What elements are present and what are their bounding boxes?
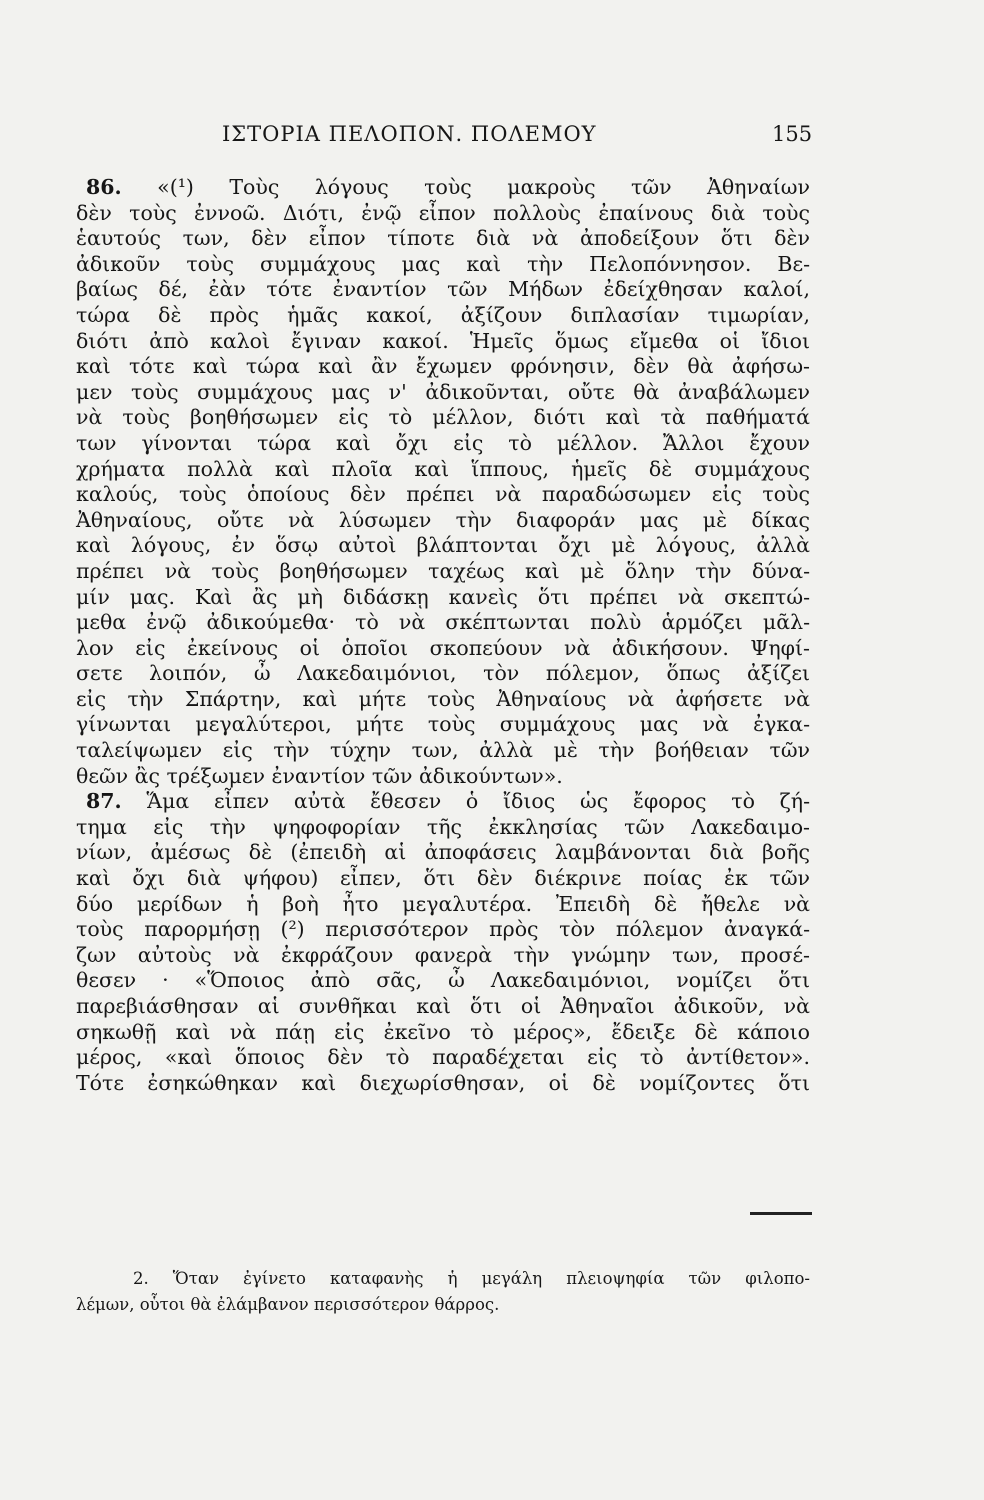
text-line: νὰ τοὺς βοηθήσωμεν εἰς τὸ μέλλον, διότι καὶ τὰ παθήματά	[76, 405, 810, 430]
text-line: νίων, ἀμέσως δὲ (ἐπειδὴ αἱ ἀποφάσεις λαμβάνονται διὰ βοῆς	[76, 840, 810, 865]
page-number: 155	[772, 122, 813, 146]
text-line: βαίως δέ, ἐὰν τότε ἐναντίον τῶν Μήδων ἐδείχθησαν καλοί,	[76, 277, 810, 302]
text-line: λον εἰς ἐκείνους οἱ ὁποῖοι σκοπεύουν νὰ ἀδικήσουν. Ψηφί-	[76, 635, 810, 660]
paragraph-86-line	[76, 175, 810, 201]
text-line: Ἀθηναίους, οὔτε νὰ λύσωμεν τὴν διαφοράν μας μὲ δίκας	[76, 507, 810, 532]
text-line: ἑαυτούς των, δὲν εἶπον τίποτε διὰ νὰ ἀποδείξουν ὅτι δὲν	[76, 226, 810, 251]
text-line: εἰς τὴν Σπάρτην, καὶ μήτε τοὺς Ἀθηναίους νὰ ἀφήσετε νὰ	[76, 686, 810, 711]
text-line: σετε λοιπόν, ὦ Λακεδαιμόνιοι, τὸν πόλεμον, ὅπως ἀξίζει	[76, 661, 810, 686]
text-line: τοὺς παρορμήσῃ (²) περισσότερον πρὸς τὸν πόλεμον ἀναγκά-	[76, 917, 810, 942]
text-line: ταλείψωμεν εἰς τὴν τύχην των, ἀλλὰ μὲ τὴν βοήθειαν τῶν	[76, 738, 810, 763]
text-line: τημα εἰς τὴν ψηφοφορίαν τῆς ἐκκλησίας τῶν Λακεδαιμο-	[76, 814, 810, 839]
text-line: μίν μας. Καὶ ἂς μὴ διδάσκῃ κανεὶς ὅτι πρέπει νὰ σκεπτώ-	[76, 584, 810, 609]
text-line: πρέπει νὰ τοὺς βοηθήσωμεν ταχέως καὶ μὲ ὅλην τὴν δύνα-	[76, 558, 810, 583]
text-line: σηκωθῇ καὶ νὰ πάῃ εἰς ἐκεῖνο τὸ μέρος», ἔδειξε δὲ κάποιο	[76, 1019, 810, 1044]
text-line: χρήματα πολλὰ καὶ πλοῖα καὶ ἵππους, ἡμεῖς δὲ συμμάχους	[76, 456, 810, 481]
text-line: θεσεν · «Ὅποιος ἀπὸ σᾶς, ὦ Λακεδαιμόνιοι, νομίζει ὅτι	[76, 968, 810, 993]
text-line: Ἅμα εἶπεν αὐτὰ ἔθεσεν ὁ ἴδιος ὡς ἔφορος τὸ ζή-	[146, 789, 810, 814]
text-line: καὶ λόγους, ἐν ὅσῳ αὐτοὶ βλάπτονται ὄχι μὲ λόγους, ἀλλὰ	[76, 533, 810, 558]
text-line: καὶ τότε καὶ τώρα καὶ ἂν ἔχωμεν φρόνησιν, δὲν θὰ ἀφήσω-	[76, 354, 810, 379]
text-line: των γίνονται τώρα καὶ ὄχι εἰς τὸ μέλλον. Ἄλλοι ἔχουν	[76, 430, 810, 455]
text-line: Τότε ἐσηκώθηκαν καὶ διεχωρίσθησαν, οἱ δὲ νομίζοντες ὅτι	[76, 1070, 810, 1095]
text-line: παρεβιάσθησαν αἱ συνθῆκαι καὶ ὅτι οἱ Ἀθηναῖοι ἀδικοῦν, νὰ	[76, 994, 810, 1018]
page-header	[0, 122, 984, 154]
text-line: μεθα ἐνῷ ἀδικούμεθα· τὸ νὰ σκέπτωνται πολὺ ἁρμόζει μᾶλ-	[76, 610, 810, 635]
footnote-line: λέμων, οὗτοι θὰ ἐλάμβανον περισσότερον θάρρος.	[76, 1295, 500, 1314]
text-line: καλούς, τοὺς ὁποίους δὲν πρέπει νὰ παραδώσωμεν εἰς τοὺς	[76, 482, 810, 507]
footnote-rule	[750, 1212, 812, 1215]
text-line: θεῶν ἂς τρέξωμεν ἐναντίον τῶν ἀδικούντων».	[76, 763, 563, 788]
running-title: ΙΣΤΟΡΙΑ ΠΕΛΟΠΟΝ. ΠΟΛΕΜΟΥ	[222, 122, 597, 146]
footnote-line: 2. Ὅταν ἐγίνετο καταφανὴς ἡ μεγάλη πλειοψηφία τῶν φιλοπο-	[133, 1269, 810, 1288]
main-text	[76, 175, 810, 1096]
text-line: ζων αὐτοὺς νὰ ἐκφράζουν φανερὰ τὴν γνώμην των, προσέ-	[76, 942, 810, 967]
text-line: μεν τοὺς συμμάχους μας ν' ἀδικοῦνται, οὔτε θὰ ἀναβάλωμεν	[76, 379, 810, 404]
paragraph-87-line	[76, 789, 810, 815]
text-line: «(¹) Τοὺς λόγους τοὺς μακροὺς τῶν Ἀθηναίων	[157, 175, 810, 199]
text-line: δὲν τοὺς ἐννοῶ. Διότι, ἐνῷ εἶπον πολλοὺς ἐπαίνους διὰ τοὺς	[76, 200, 810, 225]
section-number-87: 87.	[86, 789, 122, 814]
text-line: ἀδικοῦν τοὺς συμμάχους μας καὶ τὴν Πελοπόννησον. Βε-	[76, 251, 810, 276]
footnotes	[76, 1266, 810, 1318]
text-line: διότι ἀπὸ καλοὶ ἔγιναν κακοί. Ἡμεῖς ὅμως εἴμεθα οἱ ἴδιοι	[76, 328, 810, 353]
text-line: δύο μερίδων ἡ βοὴ ἦτο μεγαλυτέρα. Ἐπειδὴ δὲ ἤθελε νὰ	[76, 891, 810, 916]
text-line: τώρα δὲ πρὸς ἡμᾶς κακοί, ἀξίζουν διπλασίαν τιμωρίαν,	[76, 302, 810, 327]
text-line: μέρος, «καὶ ὅποιος δὲν τὸ παραδέχεται εἰς τὸ ἀντίθετον».	[76, 1045, 810, 1070]
text-line: καὶ ὄχι διὰ ψήφου) εἶπεν, ὅτι δὲν διέκρινε ποίας ἐκ τῶν	[76, 866, 810, 891]
text-line: γίνωνται μεγαλύτεροι, μήτε τοὺς συμμάχους μας νὰ ἐγκα-	[76, 712, 810, 737]
section-number-86: 86.	[86, 175, 122, 199]
